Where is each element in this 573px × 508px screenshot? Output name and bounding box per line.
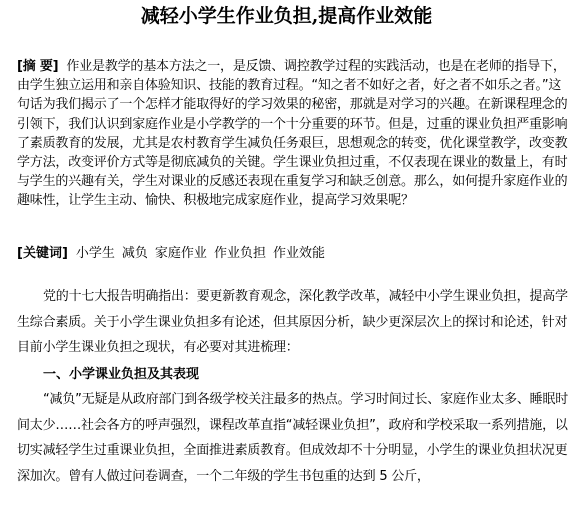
body-paragraph-2: “减负”无疑是从政府部门到各级学校关注最多的热点。学习时间过长、家庭作业太多、睡眠时间太少……社会各方的呼声强烈，课程改革直指“减轻课业负担”，政府和学校采取一系列措施，以切实减轻学生过重课业负担，全面推进素质教育。但成效却不十分明显，小学生的课业负担状况更深加次。曾有人做过问卷调查，一个二年级的学生书包重的达到 5 公斤， xyxy=(17,392,569,484)
abstract-block xyxy=(17,57,570,211)
keyword-item: 作业效能 xyxy=(272,246,325,261)
keywords-label: [关键词] xyxy=(17,246,68,261)
document-title: 减轻小学生作业负担,提高作业效能 xyxy=(140,5,433,27)
keyword-item: 小学生 xyxy=(75,246,115,261)
body-paragraph-1: 党的十七大报告明确指出：要更新教育观念，深化教学改革，减轻中小学生课业负担，提高学生综合素质。关于小学生课业负担多有论述，但其原因分析，缺少更深层次上的探讨和论述，针对目前小学生课业负担之现状，有必要对其进梳理： xyxy=(17,289,568,355)
keyword-item: 家庭作业 xyxy=(154,246,207,261)
keyword-item: 作业负担 xyxy=(213,246,266,261)
abstract-label: [摘 要] xyxy=(17,59,59,74)
keyword-item: 减负 xyxy=(121,246,148,261)
abstract-text: 作业是教学的基本方法之一，是反馈、调控教学过程的实践活动，也是在老师的指导下，由学生独立运用和亲自体验知识、技能的教育过程。“知之者不如好之者，好之者不如乐之者。”这句话为我们揭示了一个怎样才能取得好的学习效果的秘密，那就是对学习的兴趣。在新课程理念的引领下，我们认识到家庭作业是小学教学的一个十分重要的环节。但是，过重的课业负担严重影响了素质教育的发展，尤其是农村教育学生减负任务艰巨，思想观念的转变，优化课堂教学，改变教学方法，改变评价方式等是彻底减负的关键。学生课业负担过重，不仅表现在课业的数量上，有时与学生的兴趣有关，学生对课业的反感还表现在重复学习和缺乏创意。那么，如何提升家庭作业的趣味性，让学生主动、愉快、积极地完成家庭作业，提高学习效果呢？ xyxy=(17,59,568,209)
section-heading: 一、小学课业负担及其表现 xyxy=(43,367,200,382)
keywords-block xyxy=(17,244,570,263)
